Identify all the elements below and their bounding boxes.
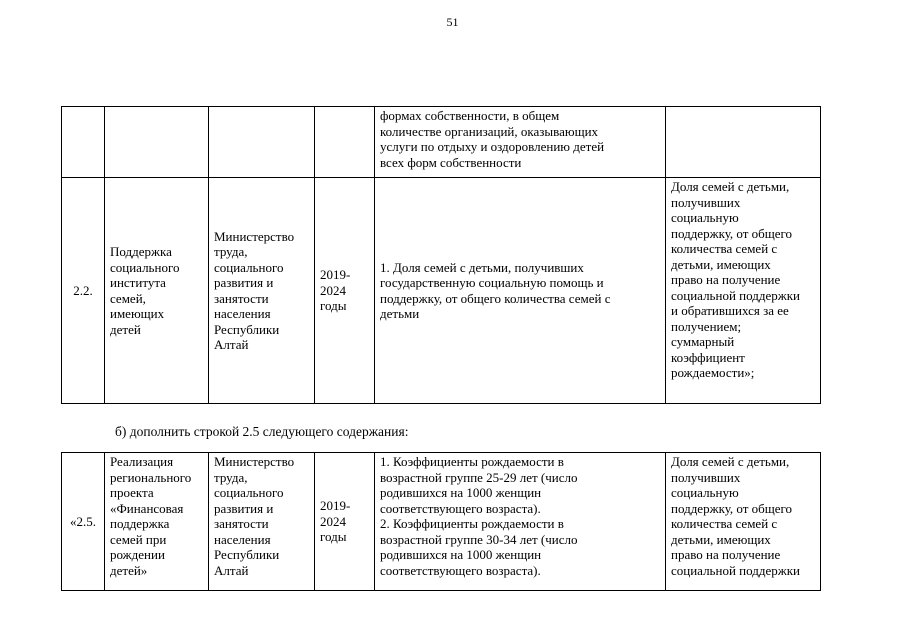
text-line: регионального bbox=[110, 469, 192, 485]
text-line: детьми, имеющих bbox=[671, 531, 771, 547]
table-row-2-5 bbox=[62, 453, 821, 591]
text-line: Министерство bbox=[214, 454, 295, 469]
text-line: годы bbox=[320, 529, 347, 545]
page-number: 51 bbox=[446, 15, 459, 29]
text-line: поддержку, от общего количества семей с bbox=[380, 290, 611, 306]
executor bbox=[209, 178, 315, 404]
row-number: 2.2. bbox=[62, 178, 105, 404]
text-line: суммарный bbox=[671, 334, 735, 349]
text-line: социальную bbox=[671, 210, 739, 225]
text-line: социальной поддержки bbox=[671, 287, 800, 303]
executor bbox=[209, 453, 315, 591]
text-line: соответствующего возраста). bbox=[380, 500, 541, 516]
text-line: детьми, имеющих bbox=[671, 256, 771, 272]
text-line: поддержку, от общего bbox=[671, 225, 793, 241]
text-line: семей, bbox=[110, 290, 146, 306]
measure-name bbox=[105, 178, 209, 404]
period-cell bbox=[315, 107, 375, 178]
name-cell bbox=[105, 107, 209, 178]
text-line: Министерство bbox=[214, 228, 295, 244]
text-line: Республики bbox=[214, 547, 280, 562]
indicators bbox=[375, 178, 666, 404]
text-line: родившихся на 1000 женщин bbox=[380, 547, 542, 562]
text-line: коэффициент bbox=[671, 349, 745, 365]
text-line: соответствующего возраста). bbox=[380, 562, 541, 578]
text-line: детей bbox=[110, 321, 141, 337]
indicator-cell bbox=[375, 107, 666, 178]
text-line: проекта bbox=[110, 485, 154, 500]
text-line: рождении bbox=[110, 547, 165, 562]
text-line: возрастной группе 30-34 лет (число bbox=[380, 531, 578, 547]
text-line: право на получение bbox=[671, 272, 781, 287]
executor-cell bbox=[209, 107, 315, 178]
text-line: детей» bbox=[110, 562, 148, 578]
text-line: 2. Коэффициенты рождаемости в bbox=[380, 516, 564, 531]
text-line: семей при bbox=[110, 531, 167, 547]
text-line: Республики bbox=[214, 321, 280, 337]
text-line: «Финансовая bbox=[110, 500, 184, 516]
text-line: рождаемости»; bbox=[671, 365, 755, 380]
instruction-paragraph: б) дополнить строкой 2.5 следующего содержания: bbox=[115, 424, 409, 439]
text-line: развития и bbox=[214, 500, 274, 516]
text-line: 2024 bbox=[320, 282, 346, 298]
text-line: поддержку, от общего bbox=[671, 500, 793, 516]
text-line: Доля семей с детьми, bbox=[671, 179, 790, 194]
text-line: Алтай bbox=[214, 337, 249, 352]
text-line: Алтай bbox=[214, 562, 249, 578]
text-line: государственную социальную помощь и bbox=[380, 275, 604, 290]
text-line: количества семей с bbox=[671, 241, 778, 256]
effect-cell bbox=[666, 107, 821, 178]
text-line: населения bbox=[214, 531, 271, 547]
effect bbox=[666, 453, 821, 591]
text-line: занятости bbox=[214, 290, 269, 306]
text-line: родившихся на 1000 женщин bbox=[380, 485, 542, 500]
text-line: 2019- bbox=[320, 267, 351, 283]
text-line: социальной поддержки bbox=[671, 562, 800, 578]
text-line: труда, bbox=[214, 244, 248, 259]
text-line: количества семей с bbox=[671, 516, 778, 531]
text-line: Реализация bbox=[110, 454, 174, 469]
programme-table-new-row bbox=[61, 452, 821, 591]
table-row-2-2 bbox=[62, 178, 821, 404]
text-line: занятости bbox=[214, 516, 269, 531]
text-line: получивших bbox=[671, 469, 741, 485]
text-line: получением; bbox=[671, 318, 742, 334]
text-line: детьми bbox=[380, 306, 420, 321]
text-line: 1. Доля семей с детьми, получивших bbox=[380, 259, 584, 275]
text-line: социальную bbox=[671, 485, 739, 500]
programme-table-continued bbox=[61, 106, 821, 404]
text-line: право на получение bbox=[671, 547, 781, 562]
text-line: социального bbox=[214, 259, 284, 275]
text-line: имеющих bbox=[110, 306, 165, 321]
text-line: Поддержка bbox=[110, 244, 172, 259]
text-line: получивших bbox=[671, 194, 741, 210]
text-line: формах собственности, в общем bbox=[380, 108, 560, 123]
text-line: и обратившихся за ее bbox=[671, 303, 789, 318]
text-line: института bbox=[110, 275, 166, 290]
text-line: Доля семей с детьми, bbox=[671, 454, 790, 469]
text-line: 2019- bbox=[320, 498, 351, 514]
measure-name bbox=[105, 453, 209, 591]
text-line: услуги по отдыху и оздоровлению детей bbox=[380, 139, 605, 154]
text-line: труда, bbox=[214, 469, 248, 485]
text-line: всех форм собственности bbox=[380, 154, 522, 170]
text-line: социального bbox=[214, 485, 284, 500]
text-line: 2024 bbox=[320, 513, 346, 529]
text-line: поддержка bbox=[110, 516, 170, 531]
period bbox=[315, 178, 375, 404]
indicators bbox=[375, 453, 666, 591]
text-line: годы bbox=[320, 298, 347, 314]
effect bbox=[666, 178, 821, 404]
period bbox=[315, 453, 375, 591]
text-line: социального bbox=[110, 259, 180, 275]
text-line: возрастной группе 25-29 лет (число bbox=[380, 469, 578, 485]
text-line: населения bbox=[214, 306, 271, 321]
text-line: 1. Коэффициенты рождаемости в bbox=[380, 454, 564, 469]
num-cell bbox=[62, 107, 105, 178]
text-line: количестве организаций, оказывающих bbox=[380, 123, 599, 139]
row-number: «2.5. bbox=[62, 453, 105, 591]
table-row-previous bbox=[62, 107, 821, 178]
text-line: развития и bbox=[214, 275, 274, 290]
